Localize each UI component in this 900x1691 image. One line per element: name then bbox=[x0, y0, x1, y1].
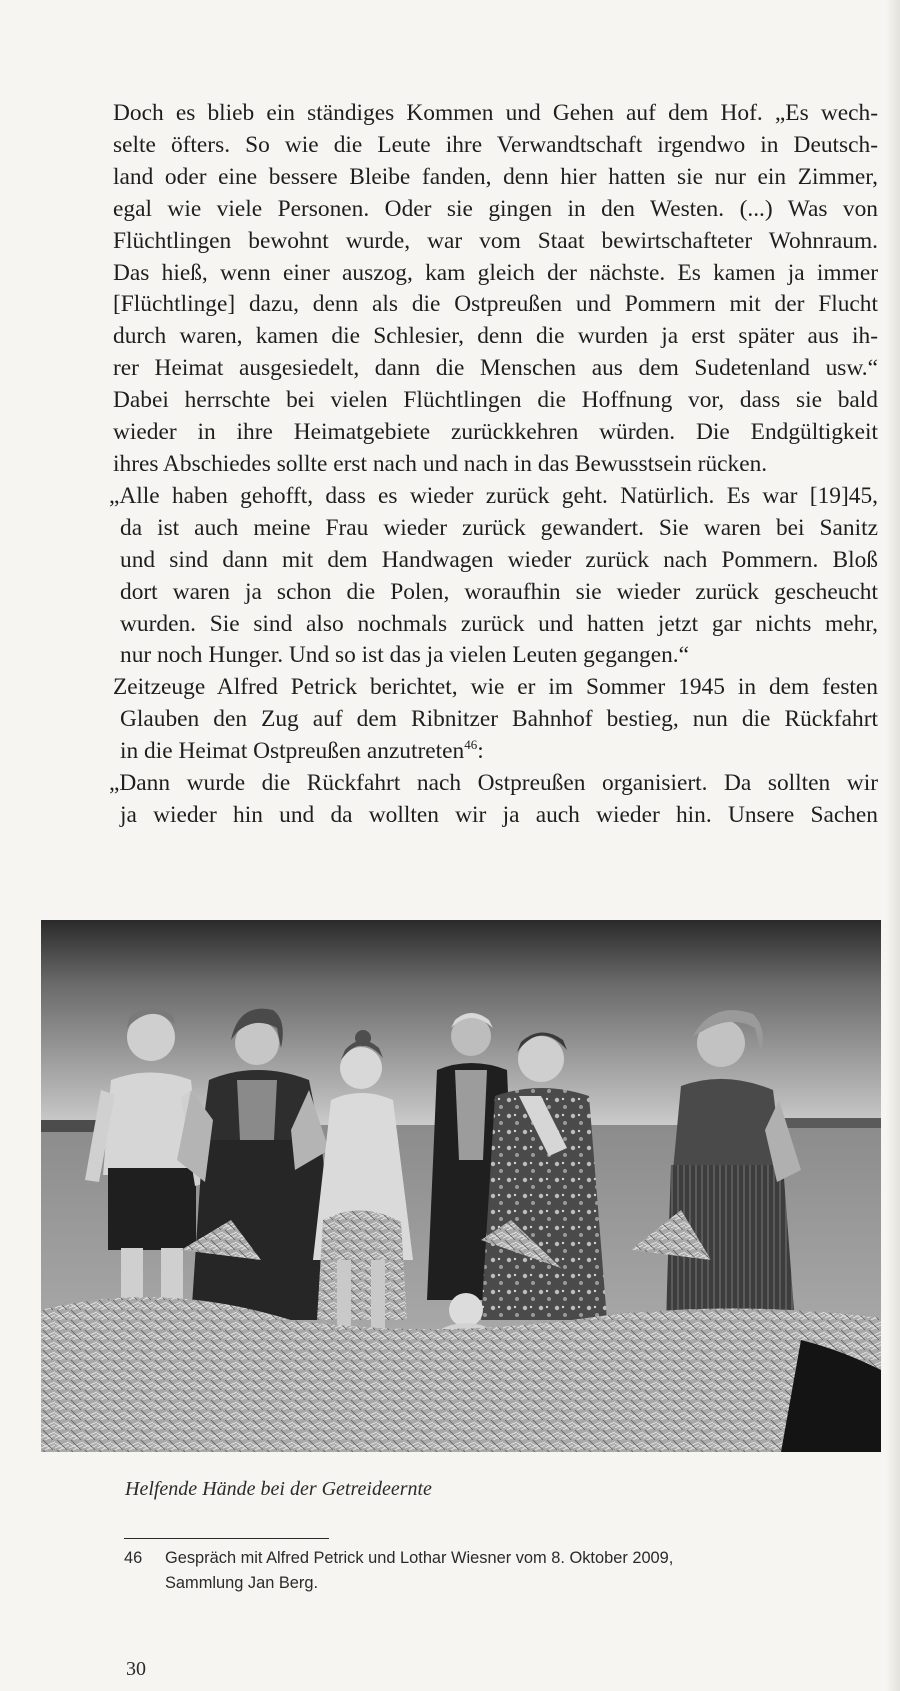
footnote-line: Gespräch mit Alfred Petrick und Lothar Wiesner vom 8. Oktober 2009, bbox=[165, 1549, 674, 1567]
text-line: land oder eine bessere Bleibe fanden, denn hier hatten sie nur ein Zimmer, bbox=[113, 163, 878, 190]
text-line: rer Heimat ausgesiedelt, dann die Menschen aus dem Sudetenland usw.“ bbox=[113, 355, 878, 382]
text-line: und sind dann mit dem Handwagen wieder zurück nach Pommern. Bloß bbox=[120, 546, 878, 573]
text-line: durch waren, kamen die Schlesier, denn die wurden ja erst später aus ih- bbox=[113, 323, 878, 350]
text-line-with-footnote bbox=[113, 736, 878, 768]
text-line: Das hieß, wenn einer auszog, kam gleich der nächste. Es kamen ja immer bbox=[113, 259, 878, 286]
text-line: da ist auch meine Frau wieder zurück gewandert. Sie waren bei Sanitz bbox=[120, 514, 878, 541]
text-line: dort waren ja schon die Polen, woraufhin sie wieder zurück gescheucht bbox=[120, 578, 878, 605]
footnote-line: Sammlung Jan Berg. bbox=[165, 1574, 319, 1592]
text-line: Glauben den Zug auf dem Ribnitzer Bahnhof bestieg, nun die Rückfahrt bbox=[120, 706, 878, 733]
text-line: Flüchtlingen bewohnt wurde, war vom Staat bewirtschafteter Wohnraum. bbox=[113, 227, 878, 254]
footnote-number: 46 bbox=[124, 1549, 143, 1567]
text-line: wurden. Sie sind also nochmals zurück und hatten jetzt gar nichts mehr, bbox=[120, 610, 878, 637]
footnote bbox=[124, 1546, 673, 1596]
footnote-divider bbox=[124, 1538, 329, 1539]
text-line: ihres Abschiedes sollte erst nach und nach in das Bewusstsein rücken. bbox=[113, 450, 768, 477]
harvest-photo bbox=[41, 920, 881, 1452]
text-line: Doch es blieb ein ständiges Kommen und Gehen auf dem Hof. „Es wech- bbox=[113, 100, 878, 126]
photo-caption: Helfende Hände bei der Getreideernte bbox=[125, 1478, 432, 1500]
text-line: „Dann wurde die Rückfahrt nach Ostpreußen organisiert. Da sollten wir bbox=[109, 770, 878, 797]
text-fragment: in die Heimat Ostpreußen anzutreten bbox=[120, 738, 465, 765]
text-line: ja wieder hin und da wollten wir ja auch wieder hin. Unsere Sachen bbox=[120, 801, 878, 828]
footnote-text bbox=[165, 1546, 673, 1596]
text-line: Dabei herrschte bei vielen Flüchtlingen die Hoffnung vor, dass sie bald bbox=[113, 387, 878, 414]
page-edge bbox=[886, 0, 900, 1691]
text-line: [Flüchtlinge] dazu, denn als die Ostpreußen und Pommern mit der Flucht bbox=[113, 291, 878, 318]
text-line: selte öfters. So wie die Leute ihre Verwandtschaft irgendwo in Deutsch- bbox=[113, 131, 878, 158]
text-line: egal wie viele Personen. Oder sie gingen in den Westen. (...) Was von bbox=[113, 195, 878, 222]
text-line: „Alle haben gehofft, dass es wieder zurück geht. Natürlich. Es war [19]45, bbox=[109, 482, 878, 509]
footnote-reference: 46 bbox=[464, 737, 478, 753]
text-line: Zeitzeuge Alfred Petrick berichtet, wie er im Sommer 1945 in dem festen bbox=[113, 674, 878, 701]
body-text bbox=[109, 98, 878, 832]
page-number: 30 bbox=[126, 1658, 146, 1680]
text-fragment: : bbox=[477, 738, 484, 765]
text-line: wieder in ihre Heimatgebiete zurückkehren würden. Die Endgültigkeit bbox=[113, 419, 878, 446]
text-line: nur noch Hunger. Und so ist das ja vielen Leuten gegangen.“ bbox=[120, 642, 690, 669]
